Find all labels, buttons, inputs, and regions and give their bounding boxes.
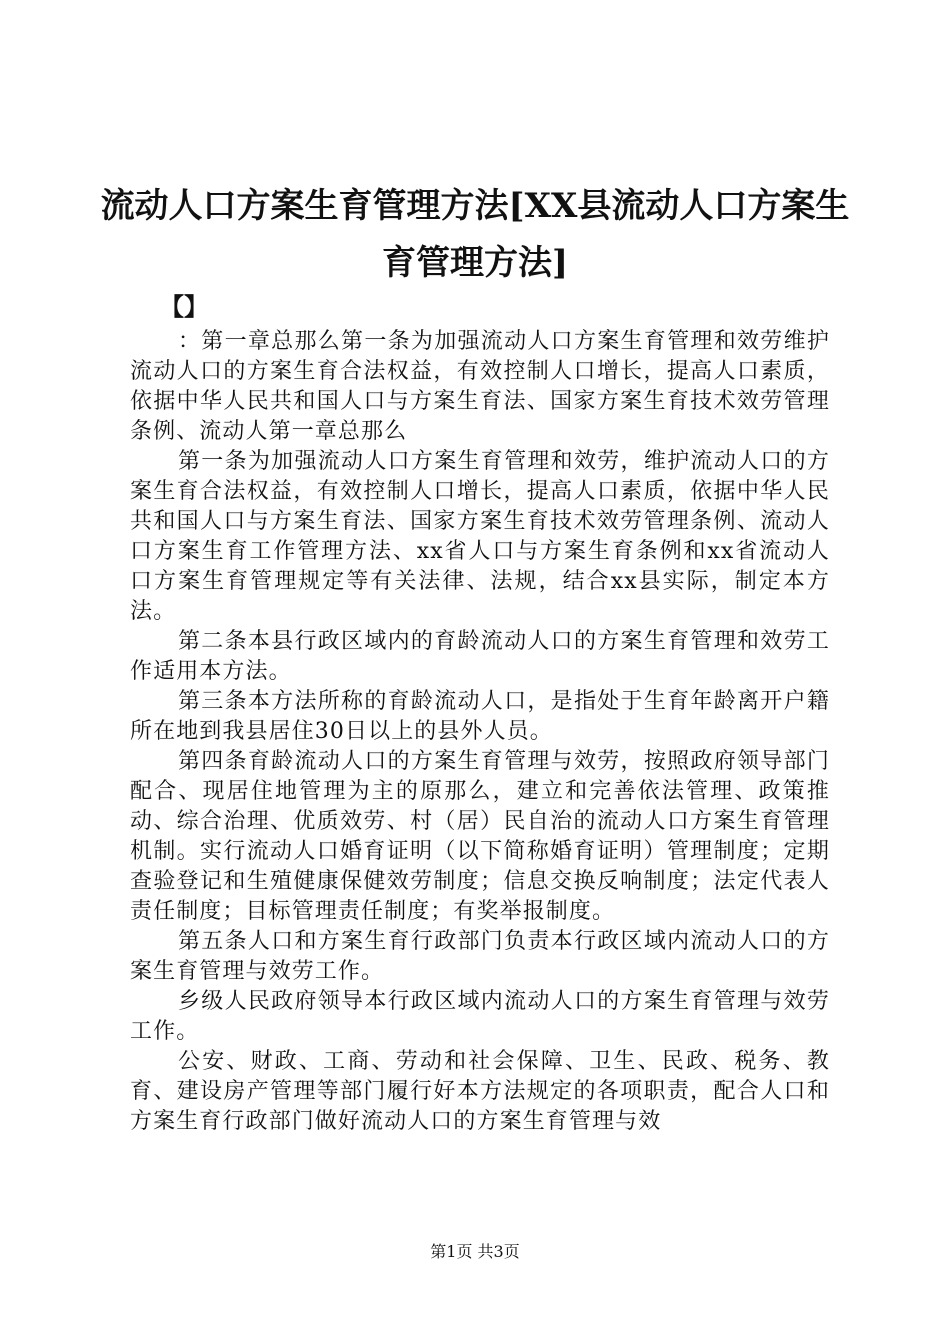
- paragraph: 第四条育龄流动人口的方案生育管理与效劳，按照政府领导部门配合、现居住地管理为主的原那么，建立和完善依法管理、政策推动、综合治理、优质效劳、村（居）民自治的流动人口方案生育管理机制。实行流动人口婚育证明（以下简称婚育证明）管理制度；定期查验登记和生殖健康保健效劳制度；信息交换反响制度；法定代表人责任制度；目标管理责任制度；有奖举报制度。: [130, 749, 830, 924]
- document-body: [130, 327, 830, 1137]
- page-footer: 第1页 共3页: [430, 1242, 520, 1261]
- paragraph: 第三条本方法所称的育龄流动人口，是指处于生育年龄离开户籍所在地到我县居住30日以上的县外人员。: [130, 689, 830, 744]
- paragraph: 第一条为加强流动人口方案生育管理和效劳，维护流动人口的方案生育合法权益，有效控制人口增长，提高人口素质，依据中华人民共和国人口与方案生育法、国家方案生育技术效劳管理条例、流动人口方案生育工作管理方法、xx省人口与方案生育条例和xx省流动人口方案生育管理规定等有关法律、法规，结合xx县实际，制定本方法。: [130, 449, 830, 624]
- document-title: 流动人口方案生育管理方法[XX县流动人口方案生育管理方法]: [100, 186, 850, 283]
- paragraph: 乡级人民政府领导本行政区域内流动人口的方案生育管理与效劳工作。: [130, 989, 830, 1044]
- paragraph: 公安、财政、工商、劳动和社会保障、卫生、民政、税务、教育、建设房产管理等部门履行好本方法规定的各项职责，配合人口和方案生育行政部门做好流动人口的方案生育管理与效: [130, 1049, 830, 1134]
- paragraph: 第五条人口和方案生育行政部门负责本行政区域内流动人口的方案生育管理与效劳工作。: [130, 929, 830, 984]
- paragraph: ：第一章总那么第一条为加强流动人口方案生育管理和效劳维护流动人口的方案生育合法权益，有效控制人口增长，提高人口素质，依据中华人民共和国人口与方案生育法、国家方案生育技术效劳管理条例、流动人第一章总那么: [130, 329, 830, 444]
- document-subheading: 【】: [160, 292, 208, 321]
- paragraph: 第二条本县行政区域内的育龄流动人口的方案生育管理和效劳工作适用本方法。: [130, 629, 830, 684]
